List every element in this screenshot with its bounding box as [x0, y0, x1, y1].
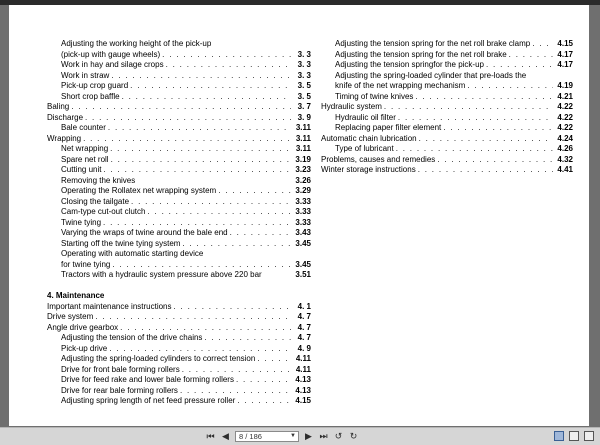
toc-entry[interactable]: [47, 228, 311, 239]
toc-entry[interactable]: [47, 239, 311, 250]
toc-right-column: [321, 39, 573, 176]
dot-leader: [228, 228, 291, 239]
toc-entry[interactable]: [47, 39, 311, 50]
toc-entry-title: Cam-type cut-out clutch: [61, 207, 146, 216]
two-page-icon[interactable]: [569, 431, 579, 441]
toc-entry-page: 3.45: [295, 259, 311, 269]
dot-leader: [110, 260, 291, 271]
single-page-icon[interactable]: [554, 431, 564, 441]
dot-leader: [160, 50, 291, 61]
toc-entry-title: Pick-up drive: [61, 343, 108, 353]
dot-leader: [129, 197, 291, 208]
toc-entry[interactable]: [47, 302, 311, 313]
toc-entry-page: 4.22: [557, 112, 573, 122]
toc-entry-title: Starting off the twine tying system: [61, 238, 181, 248]
toc-entry-title: Adjusting the tension springfor the pick-up: [335, 60, 484, 69]
toc-entry-page: 3.33: [295, 207, 311, 216]
toc-entry[interactable]: [47, 312, 311, 323]
toc-entry-page: 4.22: [557, 102, 573, 111]
dot-leader: [69, 102, 291, 113]
toc-entry-title: Replacing paper filter element: [335, 123, 442, 132]
dot-leader: [120, 92, 291, 103]
dot-leader: [101, 218, 291, 229]
toc-entry-title: Hydraulic oil filter: [335, 112, 396, 122]
dot-leader: [441, 123, 553, 134]
toc-entry-page: 4.32: [557, 154, 573, 164]
dot-leader: [416, 165, 553, 176]
toc-entry[interactable]: [321, 39, 573, 50]
toc-entry[interactable]: [47, 386, 311, 397]
toc-entry-page: 3. 3: [297, 60, 311, 69]
dot-leader: [394, 144, 553, 155]
page-navigation: [205, 430, 359, 443]
toc-entry[interactable]: [47, 365, 311, 376]
document-page: [9, 5, 589, 426]
toc-entry-page: 4. 7: [297, 322, 311, 332]
toc-entry-title: Automatic chain lubrication: [321, 133, 417, 143]
toc-entry[interactable]: [47, 207, 311, 218]
toc-entry-title: Adjusting the spring-loaded cylinder that pre-loads the: [335, 70, 527, 80]
dot-leader: [180, 365, 291, 376]
toc-entry[interactable]: [47, 186, 311, 197]
dot-leader: [118, 323, 291, 334]
toc-entry[interactable]: [321, 71, 573, 82]
toc-left-column: [47, 39, 311, 407]
toc-entry-page: 4. 7: [297, 312, 311, 321]
toc-entry[interactable]: [47, 134, 311, 145]
toc-entry[interactable]: [47, 260, 311, 271]
dot-leader: [216, 186, 291, 197]
toc-entry[interactable]: [47, 102, 311, 113]
dot-leader: [109, 71, 291, 82]
toc-entry-title: Adjusting the working height of the pick-up: [61, 39, 212, 48]
toc-entry[interactable]: [321, 113, 573, 124]
dot-leader: [81, 134, 291, 145]
toc-entry-page: 3.26: [295, 175, 311, 185]
toc-entry-page: 4.24: [557, 133, 573, 143]
toc-entry-title: Drive for front bale forming rollers: [61, 364, 180, 374]
toc-entry-title: Operating with automatic starting device: [61, 249, 204, 258]
toc-entry-page: 3.33: [295, 196, 311, 206]
toc-entry[interactable]: [47, 218, 311, 229]
toc-entry-title: Closing the tailgate: [61, 196, 130, 206]
toc-entry-title: Cutting unit: [61, 165, 102, 174]
toc-entry[interactable]: [47, 176, 311, 187]
toc-entry[interactable]: [321, 155, 573, 166]
toc-entry-page: 3.11: [295, 123, 311, 132]
toc-entry-title: Tractors with a hydraulic system pressure above 220 bar: [61, 270, 262, 279]
toc-entry-page: 4. 7: [297, 333, 311, 342]
toc-entry-page: 3. 5: [297, 81, 311, 90]
toc-entry-title: Spare net roll: [61, 154, 109, 164]
toc-entry[interactable]: [47, 270, 311, 281]
dot-leader: [83, 113, 291, 124]
toc-entry-title: Short crop baffle: [61, 91, 120, 101]
toc-entry-title: Important maintenance instructions: [47, 301, 172, 311]
toc-entry-page: 4.11: [295, 364, 311, 374]
toc-entry[interactable]: [47, 249, 311, 260]
toc-entry-title: Bale counter: [61, 123, 106, 132]
first-page-icon[interactable]: ⏮: [206, 431, 215, 441]
toc-entry-title: Work in hay and silage crops: [61, 60, 164, 69]
dot-leader: [107, 344, 291, 355]
toc-entry-title: Discharge: [47, 112, 84, 122]
toc-entry-page: 4.15: [295, 396, 311, 405]
toc-entry-title: Work in straw: [61, 70, 110, 80]
toc-entry[interactable]: [321, 81, 573, 92]
dot-leader: [465, 81, 553, 92]
toc-entry-title: Drive system: [47, 312, 94, 321]
toc-entry-title: Problems, causes and remedies: [321, 154, 436, 164]
toc-entry[interactable]: [47, 155, 311, 166]
toc-entry-title: Winter storage instructions: [321, 165, 416, 174]
toc-entry-page: 4.13: [295, 375, 311, 384]
toc-entry[interactable]: [321, 123, 573, 134]
dot-leader: [164, 60, 291, 71]
toc-entry-page: 4.26: [557, 144, 573, 153]
toc-entry-title: Hydraulic system: [321, 102, 382, 111]
toc-entry-title: Drive for rear bale forming rollers: [61, 385, 178, 395]
toc-entry[interactable]: [47, 50, 311, 61]
toc-entry[interactable]: [321, 144, 573, 155]
toc-entry-title: Baling: [47, 102, 70, 111]
toc-entry-page: 3. 3: [297, 70, 311, 80]
toc-entry-title: Drive for feed rake and lower bale forming rollers: [61, 375, 234, 384]
toc-entry[interactable]: [321, 60, 573, 71]
toc-entry-title: Operating the Rollatex net wrapping system: [61, 186, 217, 195]
toc-entry[interactable]: [47, 323, 311, 334]
toc-entry-title: for twine tying: [61, 259, 111, 269]
toc-entry-page: 3.11: [295, 144, 311, 153]
dot-leader: [145, 207, 291, 218]
viewer-toolbar: [0, 427, 600, 445]
toc-entry-page: 4.41: [557, 165, 573, 174]
toc-entry-title: Adjusting the spring-loaded cylinders to correct tension: [61, 354, 256, 363]
toc-entry-page: 3. 7: [297, 102, 311, 111]
prev-page-icon[interactable]: ◀: [222, 431, 229, 441]
toc-entry-title: Twine tying: [61, 217, 102, 227]
dot-leader: [109, 155, 291, 166]
dot-leader: [234, 375, 291, 386]
dot-leader: [178, 386, 291, 397]
toc-entry-page: 3. 5: [297, 91, 311, 101]
toc-entry[interactable]: [47, 333, 311, 344]
toc-entry-page: 3.11: [295, 133, 311, 143]
toc-entry[interactable]: [47, 375, 311, 386]
dot-leader: [235, 396, 291, 407]
dot-leader: [530, 39, 553, 50]
dot-leader: [202, 333, 291, 344]
dot-leader: [417, 134, 553, 145]
dot-leader: [101, 165, 291, 176]
toc-entry-title: Timing of twine knives: [335, 91, 414, 101]
toc-entry-title: Adjusting spring length of net feed pressure roller: [61, 396, 236, 405]
toc-entry-title: Type of lubricant: [335, 144, 394, 153]
dot-leader: [484, 60, 553, 71]
toc-entry-page: 4.17: [557, 60, 573, 69]
toc-entry-page: 4.19: [557, 81, 573, 90]
toc-entry-page: 3. 9: [297, 112, 311, 122]
toc-entry-page: 4.13: [295, 385, 311, 395]
toc-entry-page: 3.19: [295, 154, 311, 164]
toc-entry-page: 4.22: [557, 123, 573, 132]
toc-entry[interactable]: [47, 60, 311, 71]
page-number-field[interactable]: [235, 431, 299, 442]
toc-entry-page: 3.23: [295, 165, 311, 174]
toc-entry-title: Adjusting the tension spring for the net roll brake clamp: [335, 39, 531, 48]
toc-entry[interactable]: [321, 102, 573, 113]
section-heading[interactable]: [47, 291, 311, 302]
toc-entry-title: Adjusting the tension spring for the net roll brake: [335, 49, 507, 59]
toc-entry-page: 3.33: [295, 217, 311, 227]
toc-entry[interactable]: [47, 92, 311, 103]
dot-leader: [255, 354, 291, 365]
dot-leader: [108, 144, 291, 155]
toc-entry[interactable]: [47, 344, 311, 355]
toc-entry-title: Net wrapping: [61, 144, 109, 153]
toc-entry-page: 4. 1: [297, 301, 311, 311]
toc-entry-title: Adjusting the tension of the drive chains: [61, 333, 203, 342]
toc-entry-page: 4.11: [295, 354, 311, 363]
toc-entry[interactable]: [321, 165, 573, 176]
dot-leader: [435, 155, 553, 166]
document-viewport[interactable]: [0, 5, 600, 427]
dot-leader: [128, 81, 291, 92]
view-mode-controls: [554, 431, 594, 441]
dot-leader: [180, 239, 291, 250]
toc-entry[interactable]: [321, 50, 573, 61]
toc-entry-page: 3.51: [295, 270, 311, 279]
toc-entry[interactable]: [47, 113, 311, 124]
dot-leader: [396, 113, 553, 124]
toc-entry-title: Pick-up crop guard: [61, 81, 129, 90]
toc-entry-title: Angle drive gearbox: [47, 322, 119, 332]
toc-entry[interactable]: [47, 123, 311, 134]
toc-entry-page: 4. 9: [297, 343, 311, 353]
dot-leader: [507, 50, 553, 61]
toc-entry-title: Removing the knives: [61, 175, 136, 185]
toc-entry-page: 3.43: [295, 228, 311, 237]
dot-leader: [413, 92, 553, 103]
last-page-icon[interactable]: ⏭: [319, 431, 328, 441]
toc-entry[interactable]: [47, 396, 311, 407]
back-icon[interactable]: ↺: [334, 431, 343, 441]
toc-entry[interactable]: [321, 92, 573, 103]
dot-leader: [172, 302, 291, 313]
dot-leader: [106, 123, 291, 134]
dot-leader: [382, 102, 553, 113]
toc-entry-page: 3.45: [295, 238, 311, 248]
continuous-icon[interactable]: [584, 431, 594, 441]
toc-entry-page: 4.17: [557, 49, 573, 59]
toc-entry[interactable]: [47, 144, 311, 155]
toc-entry[interactable]: [47, 81, 311, 92]
toc-entry[interactable]: [47, 71, 311, 82]
next-page-icon[interactable]: ▶: [305, 431, 312, 441]
toc-entry-title: Varying the wraps of twine around the bale end: [61, 228, 228, 237]
toc-entry-page: 4.21: [557, 91, 573, 101]
toc-entry[interactable]: [47, 165, 311, 176]
page-indicator: 8 / 186: [239, 432, 262, 441]
toc-entry-title: (pick-up with gauge wheels): [61, 49, 161, 59]
toc-entry[interactable]: [47, 354, 311, 365]
dot-leader: [93, 312, 291, 323]
forward-icon[interactable]: ↻: [349, 431, 358, 441]
toc-entry-page: 3.29: [295, 186, 311, 195]
toc-entry-title: knife of the net wrapping mechanism: [335, 81, 466, 90]
toc-entry: [47, 281, 311, 292]
toc-entry-title: 4. Maintenance: [47, 291, 105, 300]
chevron-down-icon[interactable]: ▼: [290, 433, 296, 439]
toc-entry[interactable]: [47, 197, 311, 208]
toc-entry-title: Wrapping: [47, 133, 82, 143]
toc-entry-page: 4.15: [557, 39, 573, 48]
toc-entry-page: 3. 3: [297, 49, 311, 59]
toc-entry[interactable]: [321, 134, 573, 145]
